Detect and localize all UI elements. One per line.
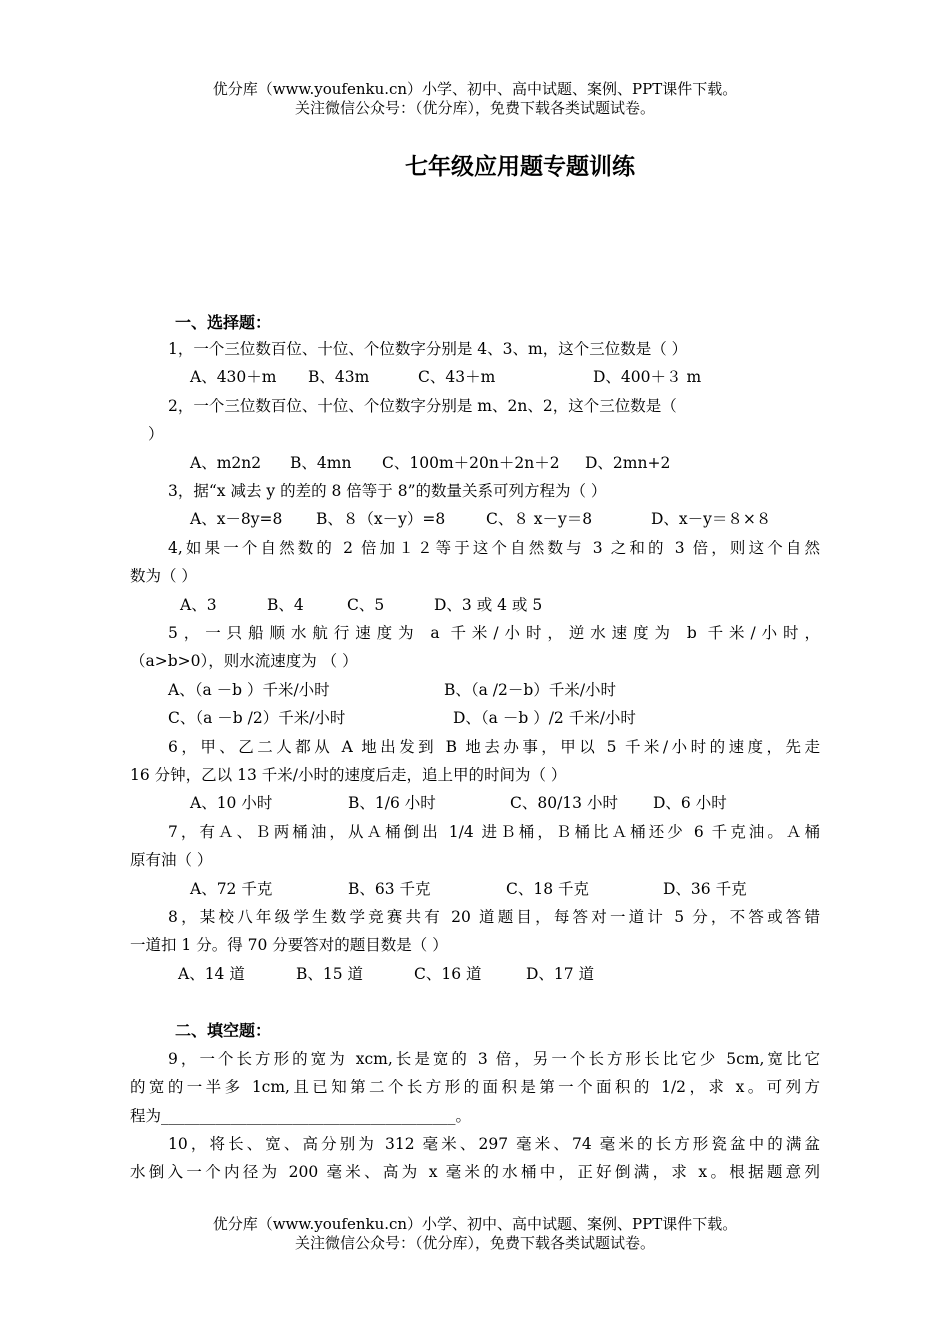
question-4-stem-cont: 数为（ ） [130, 567, 197, 585]
question-10-line-1: 10，将长、宽、高分别为 312 毫米、297 毫米、74 毫米的长方形瓷盆中的满盆 [168, 1135, 820, 1153]
option-c: C、（a －b /2）千米/小时 [168, 709, 346, 727]
question-9-line-1: 9，一个长方形的宽为 xcm,长是宽的 3 倍，另一个长方形长比它少 5cm,宽比它 [168, 1050, 820, 1068]
question-1-options [190, 365, 701, 387]
question-5-options-row2 [168, 706, 636, 728]
question-5-stem-cont: （a>b>0），则水流速度为 （ ） [130, 652, 358, 670]
question-7-stem: 7，有Ａ、Ｂ两桶油，从Ａ桶倒出 1/4 进Ｂ桶，Ｂ桶比Ａ桶还少 6 千克油。Ａ桶 [168, 823, 820, 841]
option-d: D、2mn+2 [585, 454, 671, 472]
question-7-options [190, 877, 747, 899]
header-line-2: 关注微信公众号：（优分库），免费下载各类试题试卷。 [294, 99, 655, 117]
question-2-stem: 2，一个三位数百位、十位、个位数字分别是 m、2n、2，这个三位数是（ [168, 397, 677, 415]
option-d: D、17 道 [526, 965, 595, 983]
header-line-1: 优分库（www.youfenku.cn）小学、初中、高中试题、案例、PPT课件下载。 [212, 80, 738, 98]
option-c: C、5 [347, 596, 385, 614]
option-c: C、100m＋20n＋2n＋2 [382, 454, 560, 472]
question-4-stem: 4,如果一个自然数的 2 倍加１２等于这个自然数与 3 之和的 3 倍，则这个自然 [168, 539, 820, 557]
option-c: C、16 道 [414, 965, 482, 983]
question-2-options [190, 451, 670, 473]
option-a: A、430＋m [190, 368, 277, 386]
option-d: D、3 或 4 或 5 [434, 596, 543, 614]
footer-line-1: 优分库（www.youfenku.cn）小学、初中、高中试题、案例、PPT课件下载。 [212, 1215, 738, 1233]
option-b: B、43m [308, 368, 370, 386]
footer-line-2: 关注微信公众号：（优分库），免费下载各类试题试卷。 [294, 1234, 655, 1252]
option-d: D、36 千克 [663, 880, 747, 898]
page-title: 七年级应用题专题训练 [405, 154, 635, 180]
option-d: D、（a －b ）/2 千米/小时 [453, 709, 636, 727]
question-6-stem: 6，甲、乙二人都从 A 地出发到 B 地去办事，甲以 5 千米/小时的速度，先走 [168, 738, 820, 756]
question-4-options [180, 593, 542, 615]
option-b: B、63 千克 [348, 880, 431, 898]
option-a: A、x－8y=8 [190, 510, 283, 528]
option-a: A、3 [180, 596, 217, 614]
option-a: A、m2n2 [190, 454, 262, 472]
question-5-stem: 5，一只船顺水航行速度为 a 千米/小时，逆水速度为 b 千米/小时， [168, 624, 820, 642]
question-3-options [190, 507, 771, 529]
option-b: B、1/6 小时 [348, 794, 436, 812]
question-8-stem-cont: 一道扣 1 分。得 70 分要答对的题目数是（ ） [130, 936, 448, 954]
option-c: C、80/13 小时 [510, 794, 618, 812]
question-6-stem-cont: 16 分钟，乙以 13 千米/小时的速度后走，追上甲的时间为（ ） [130, 766, 567, 784]
option-c: C、８ x－y＝8 [486, 510, 593, 528]
question-8-stem: 8，某校八年级学生数学竞赛共有 20 道题目，每答对一道计 5 分，不答或答错 [168, 908, 820, 926]
option-a: A、14 道 [178, 965, 245, 983]
question-6-options [190, 791, 727, 813]
section-heading-choice: 一、选择题： [175, 313, 272, 332]
option-b: B、８（x－y）=8 [316, 510, 446, 528]
question-5-options-row1 [168, 678, 616, 700]
question-7-stem-cont: 原有油（ ） [130, 851, 213, 869]
section-heading-fill: 二、填空题： [175, 1021, 272, 1040]
question-9-line-3: 程为______________________________________。 [130, 1107, 472, 1125]
option-b: B、（a /2－b）千米/小时 [444, 681, 617, 699]
option-a: A、（a －b ）千米/小时 [168, 681, 330, 699]
option-a: A、10 小时 [190, 794, 273, 812]
question-2-stem-cont: ） [148, 425, 164, 443]
option-b: B、4mn [290, 454, 352, 472]
option-b: B、4 [267, 596, 304, 614]
question-8-options [178, 962, 594, 984]
question-10-line-2: 水倒入一个内径为 200 毫米、高为 x 毫米的水桶中，正好倒满，求 x。根据题意列 [130, 1163, 820, 1181]
question-1-stem: 1，一个三位数百位、十位、个位数字分别是 4、3、m，这个三位数是（ ） [168, 340, 688, 358]
option-d: D、x－y＝８×８ [651, 510, 772, 528]
option-d: D、6 小时 [653, 794, 727, 812]
option-a: A、72 千克 [190, 880, 273, 898]
option-b: B、15 道 [296, 965, 364, 983]
option-d: D、400＋３ m [593, 368, 702, 386]
question-9-line-2: 的宽的一半多 1cm,且已知第二个长方形的面积是第一个面积的 1/2，求 x。可列方 [130, 1078, 820, 1096]
question-3-stem: 3，据“x 减去 y 的差的 8 倍等于 8”的数量关系可列方程为（ ） [168, 482, 607, 500]
option-c: C、43＋m [418, 368, 496, 386]
option-c: C、18 千克 [506, 880, 590, 898]
